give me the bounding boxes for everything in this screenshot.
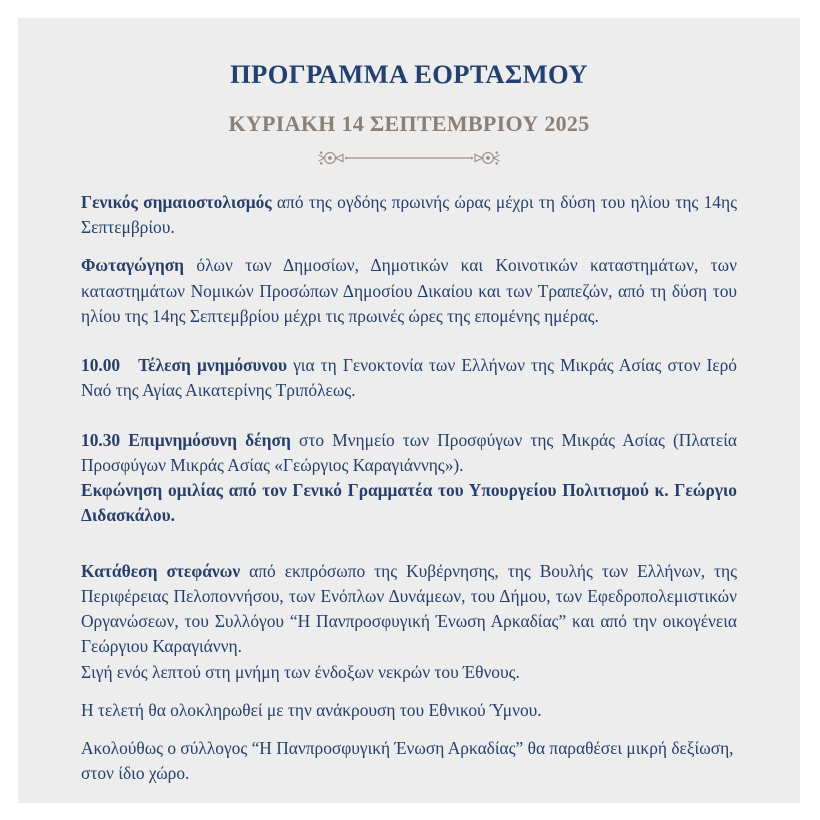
spacer — [81, 404, 737, 428]
document-page — [18, 18, 800, 803]
entry-minute-of-silence: Σιγή ενός λεπτού στη μνήμη των ένδοξων νεκρών του Έθνους. — [81, 661, 520, 682]
entry-body-text: από εκπρόσωπο της Κυβέρνησης, της Βουλής των Ελλήνων, της Περιφέρειας Πελοποννήσου, των Ενόπλων Δυνάμεων, του Δήμου, των Εφεδροπολεμιστικών Οργανώσεων, του Συλλόγου “Η Πανπροσφυγική Ένωση Αρκαδίας” και από την οικογένεια Γεώργιου Καραγιάννη. — [81, 560, 737, 657]
spacer — [81, 329, 737, 353]
entry-illumination — [81, 253, 737, 329]
entry-wreath-laying — [81, 559, 737, 660]
entry-lead-label: Τέλεση μνημόσυνου — [138, 355, 287, 376]
spacer — [81, 240, 737, 253]
entry-general-flag-display — [81, 190, 737, 240]
entry-time-gap — [120, 355, 138, 375]
ornamental-divider — [18, 148, 800, 168]
entry-reception: Ακολούθως ο σύλλογος “Η Πανπροσφυγική Ένωση Αρκαδίας” θα παραθέσει μικρή δεξίωση, στον ίδιο χώρο. — [81, 737, 734, 784]
entry-memorial-service — [81, 353, 737, 403]
spacer — [81, 685, 737, 698]
entry-memorial-prayer-followup: Εκφώνηση ομιλίας από τον Γενικό Γραμματέα του Υπουργείου Πολιτισμού κ. Γεώργιο Διδασκάλου. — [81, 480, 737, 526]
entry-lead-label: Γενικός σημαιοστολισμός — [81, 192, 272, 212]
entry-body-text: για τη Γενοκτονία των Ελλήνων της Μικράς Ασίας στον Ιερό Ναό της Αγίας Αικατερίνης Τριπόλεως. — [81, 355, 737, 401]
page-title: ΠΡΟΓΡΑΜΜΑ ΕΟΡΤΑΣΜΟΥ — [230, 59, 588, 89]
spacer — [81, 529, 737, 559]
entry-time-label: 10.30 — [81, 429, 121, 450]
entry-body-text: στο Μνημείο των Προσφύγων της Μικράς Ασίας (Πλατεία Προσφύγων Μικράς Ασίας «Γεώργιος Καραγιάννης»). — [81, 429, 737, 475]
ornamental-flourish-divider-icon — [308, 148, 510, 168]
entry-lead-label: Επιμνημόσυνη δέηση — [128, 429, 291, 450]
program-body — [81, 168, 737, 786]
entry-body-text: από της ογδόης πρωινής ώρας μέχρι τη δύση του ηλίου της 14ης Σεπτεμβρίου. — [81, 192, 737, 238]
entry-memorial-prayer — [81, 428, 737, 478]
entry-body-text: όλων των Δημοσίων, Δημοτικών και Κοινοτικών καταστημάτων, των καταστημάτων Νομικών Προσώπων Δημοσίου Δικαίου και των Τραπεζών, από τη δύση του ηλίου της 14ης Σεπτεμβρίου μέχρι τις πρωινές ώρες της επομένης ημέρας. — [81, 255, 737, 326]
entry-lead-label: Φωταγώγηση — [81, 255, 185, 276]
entry-national-anthem: Η τελετή θα ολοκληρωθεί με την ανάκρουση του Εθνικού Ύμνου. — [81, 699, 542, 720]
page-subtitle: ΚΥΡΙΑΚΗ 14 ΣΕΠΤΕΜΒΡΙΟΥ 2025 — [228, 111, 590, 136]
entry-lead-label: Κατάθεση στεφάνων — [81, 560, 241, 581]
spacer — [81, 723, 737, 736]
entry-time-label: 10.00 — [81, 355, 121, 376]
